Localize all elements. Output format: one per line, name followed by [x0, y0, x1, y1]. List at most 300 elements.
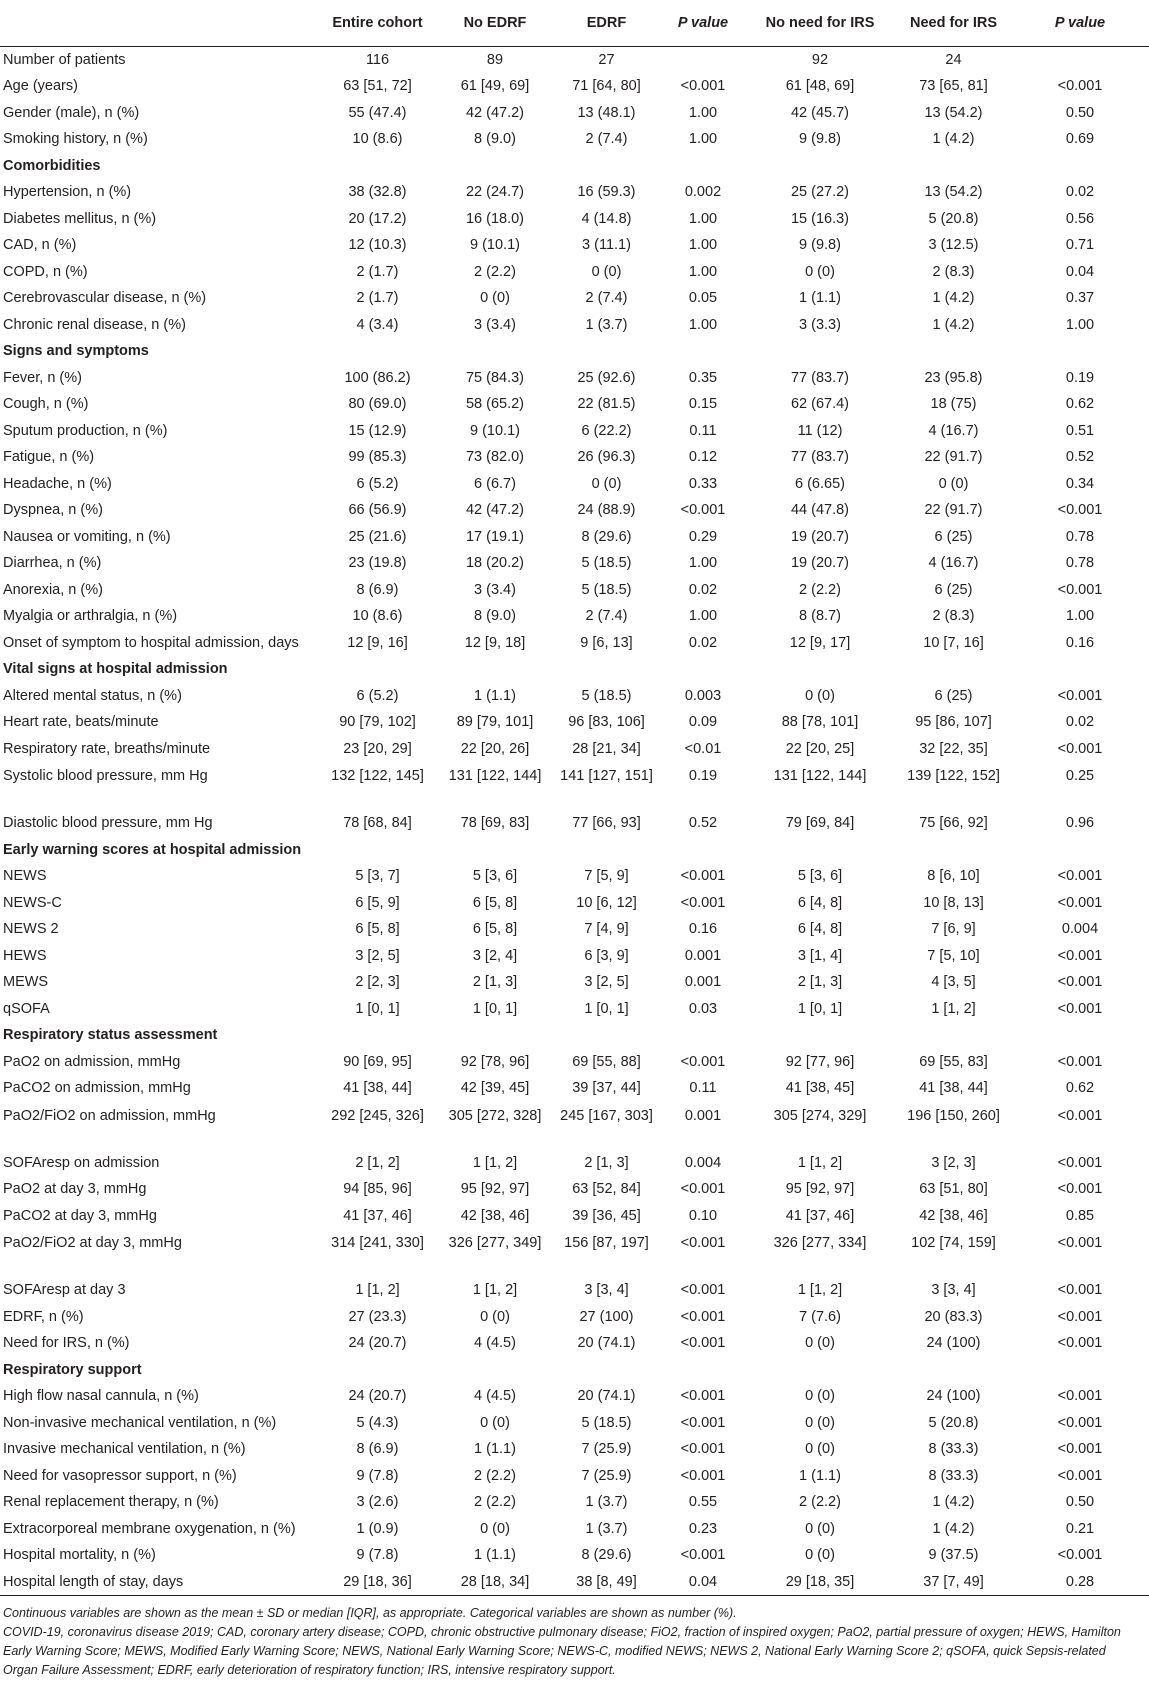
row-label: Need for vasopressor support, n (%)	[3, 1467, 237, 1484]
cell: 141 [127, 151]	[560, 768, 653, 784]
cell	[316, 837, 439, 864]
cell: 75 (84.3)	[465, 369, 525, 386]
cell: <0.001	[680, 1282, 726, 1299]
row-label: SOFAresp on admission	[3, 1154, 160, 1171]
cell: 17 (19.1)	[465, 528, 525, 545]
cell: 10 [6, 12]	[576, 894, 637, 911]
cell: 1.00	[688, 104, 718, 121]
cell: 0 (0)	[805, 1335, 835, 1352]
cell: 1 (1.1)	[474, 1441, 516, 1458]
cell	[744, 1022, 896, 1049]
cell: 6 (5.2)	[356, 475, 399, 492]
cell: 6 [4, 8]	[797, 921, 843, 938]
cell	[1011, 46, 1149, 73]
cell: 8 (29.6)	[581, 1547, 632, 1564]
cell	[439, 1357, 551, 1384]
cell: <0.001	[680, 1053, 726, 1070]
cell: 1 [1, 2]	[797, 1282, 843, 1299]
cell: 0.02	[1065, 714, 1095, 731]
cell: 18 (75)	[930, 396, 977, 413]
table-row	[0, 916, 1149, 943]
row-label: EDRF, n (%)	[3, 1308, 84, 1325]
section-row	[0, 837, 1149, 864]
cell: 5 (18.5)	[581, 1414, 632, 1431]
cell: <0.001	[1057, 1000, 1103, 1017]
cell: 0 (0)	[480, 1520, 510, 1537]
cell: 3 (11.1)	[582, 237, 631, 254]
cell: 5 (18.5)	[581, 555, 632, 572]
cell: 0.85	[1065, 1207, 1095, 1224]
cell: 75 [66, 92]	[919, 815, 988, 832]
cell: 1 (0.9)	[356, 1520, 399, 1537]
row-label: SOFAresp at day 3	[3, 1282, 126, 1299]
cell: 156 [87, 197]	[564, 1235, 649, 1251]
cell: 8 [6, 10]	[927, 868, 980, 885]
cell: 29 [18, 35]	[744, 1569, 896, 1596]
cell	[551, 338, 662, 365]
cell: 58 (65.2)	[465, 396, 525, 413]
section-row	[0, 1022, 1149, 1049]
cell: <0.001	[680, 1441, 726, 1458]
row-label: Headache, n (%)	[3, 475, 112, 492]
cell: 42 (47.2)	[465, 502, 525, 519]
cell	[1011, 338, 1149, 365]
cell: 13 (54.2)	[924, 184, 983, 201]
cell: 6 (6.65)	[795, 475, 845, 492]
section-row	[0, 338, 1149, 365]
cell: <0.001	[1057, 1308, 1103, 1325]
row-label: Renal replacement therapy, n (%)	[3, 1494, 219, 1511]
cell: 326 [277, 349]	[448, 1235, 542, 1251]
cell: 1 [0, 1]	[472, 1000, 518, 1017]
cell: 80 (69.0)	[348, 396, 407, 413]
cell	[439, 1022, 551, 1049]
cell: 8 (9.0)	[474, 608, 516, 625]
row-label: Chronic renal disease, n (%)	[3, 316, 186, 333]
cell: 139 [122, 152]	[907, 768, 1000, 784]
cell: 77 (83.7)	[790, 449, 850, 466]
cell: 1 (4.2)	[932, 316, 975, 333]
cell: <0.001	[1057, 1053, 1103, 1070]
table-row	[0, 709, 1149, 736]
row-label: PaCO2 on admission, mmHg	[3, 1080, 191, 1097]
cell: 1 [0, 1]	[797, 1000, 843, 1017]
cell: 4 (16.7)	[928, 422, 979, 439]
cell	[744, 656, 896, 683]
cell: 2 (1.7)	[356, 263, 399, 280]
cell: 0.69	[1065, 131, 1095, 148]
section-heading: Signs and symptoms	[3, 343, 149, 360]
cell: 7 (25.9)	[581, 1441, 632, 1458]
cell: 69 [55, 83]	[919, 1053, 988, 1070]
table-row	[0, 1463, 1149, 1490]
cell: 78 [68, 84]	[343, 815, 412, 832]
cell: 4 (4.5)	[474, 1388, 516, 1405]
cell: 1 [1, 2]	[931, 1000, 976, 1017]
cell: 38 (32.8)	[348, 184, 407, 201]
cell	[439, 153, 551, 180]
cell: 1 (1.1)	[799, 290, 841, 307]
table-row	[0, 471, 1149, 498]
cell: 15 (12.9)	[348, 422, 407, 439]
cell: 24 (20.7)	[348, 1388, 407, 1405]
row-label: CAD, n (%)	[3, 237, 77, 254]
cell: 22 (81.5)	[577, 396, 636, 413]
cell: 5 [3, 6]	[797, 868, 843, 885]
cell: <0.001	[1057, 78, 1103, 95]
cell: 5 (20.8)	[928, 1414, 979, 1431]
cell: 6 (6.7)	[474, 475, 516, 492]
cell: 2 [1, 3]	[584, 1154, 629, 1171]
cell: <0.001	[1057, 740, 1103, 757]
cell: 6 (25)	[934, 687, 973, 704]
cell: 0.23	[688, 1520, 718, 1537]
cell: 0.003	[684, 687, 722, 704]
cell	[896, 656, 1011, 683]
cell: 1 (4.2)	[932, 1520, 975, 1537]
table-row	[0, 1330, 1149, 1357]
cell	[551, 153, 662, 180]
cell: 3 (12.5)	[928, 237, 979, 254]
table-row	[0, 577, 1149, 604]
cell: 3 (2.6)	[356, 1494, 399, 1511]
row-label: PaO2 at day 3, mmHg	[3, 1181, 147, 1198]
cell: 0.004	[684, 1154, 722, 1171]
cell: 77 (83.7)	[790, 369, 850, 386]
cell: 3 (3.4)	[474, 316, 516, 333]
row-label: NEWS-C	[3, 894, 62, 911]
cell: 5 (18.5)	[581, 687, 632, 704]
cell: <0.001	[1057, 974, 1103, 991]
cell: 25 (27.2)	[790, 184, 850, 201]
cell: 6 [3, 9]	[584, 947, 629, 964]
cell: 63 [52, 84]	[572, 1181, 641, 1198]
cell	[1011, 1357, 1149, 1384]
cell: 2 (8.3)	[932, 608, 975, 625]
cell: 0 (0)	[805, 1547, 835, 1564]
cell	[662, 338, 744, 365]
cell: 8 (9.0)	[474, 131, 516, 148]
table-row	[0, 996, 1149, 1023]
cell: 5 (18.5)	[581, 581, 632, 598]
cell: 92 [77, 96]	[785, 1053, 855, 1070]
cell: 0.25	[1065, 768, 1095, 784]
cell: 39 [37, 44]	[572, 1080, 641, 1097]
row-label: Diastolic blood pressure, mm Hg	[3, 815, 213, 832]
cell	[662, 837, 744, 864]
cell: 12 [9, 18]	[464, 634, 526, 651]
section-heading: Comorbidities	[3, 157, 101, 174]
table-row	[0, 497, 1149, 524]
cell: 9 (9.8)	[799, 237, 841, 254]
cell: <0.001	[680, 78, 726, 95]
cell: 24	[945, 51, 962, 68]
cell: 0.09	[688, 714, 718, 731]
footnote-variables: Continuous variables are shown as the mean ± SD or median [IQR], as appropriate. Categorical variables are shown as number (%).	[3, 1606, 737, 1620]
cell	[896, 338, 1011, 365]
row-label: Cerebrovascular disease, n (%)	[3, 290, 207, 307]
cell: 2 [1, 2]	[355, 1154, 400, 1171]
section-row	[0, 153, 1149, 180]
cell: <0.001	[680, 1467, 726, 1484]
cell: 1 [1, 2]	[472, 1154, 518, 1171]
cell: 24 (20.7)	[348, 1335, 407, 1352]
cell: 73 [65, 81]	[919, 78, 988, 95]
row-label: Hospital mortality, n (%)	[3, 1547, 156, 1564]
header-entire-cohort: Entire cohort	[316, 0, 439, 46]
cell	[744, 338, 896, 365]
cell: <0.001	[1057, 1335, 1103, 1352]
row-label: Diarrhea, n (%)	[3, 555, 102, 572]
cell: <0.001	[1057, 1414, 1103, 1431]
cell: 18 (20.2)	[465, 555, 525, 572]
cell: 116	[365, 51, 390, 68]
cell: 0.16	[1065, 634, 1095, 651]
table-row	[0, 1203, 1149, 1230]
cell: 0.15	[688, 396, 718, 413]
cell: 0.002	[684, 184, 722, 201]
cell: <0.001	[1057, 947, 1103, 964]
table-header-row	[0, 0, 1149, 46]
cell: 6 [4, 8]	[797, 894, 843, 911]
cell: 0.001	[684, 1107, 722, 1124]
cell: 132 [122, 145]	[331, 768, 424, 784]
table-row	[0, 126, 1149, 153]
cell: 6 [5, 8]	[472, 921, 518, 938]
cell: 1 (1.1)	[474, 687, 516, 704]
cell: 305 [274, 329]	[773, 1107, 867, 1124]
cell	[551, 837, 662, 864]
header-need-irs: Need for IRS	[896, 0, 1011, 46]
cell: 94 [85, 96]	[343, 1181, 412, 1198]
cell: 95 [92, 97]	[460, 1181, 530, 1198]
table-row	[0, 890, 1149, 917]
cell: 16 (59.3)	[577, 184, 636, 201]
table-row	[0, 46, 1149, 73]
cell	[896, 1022, 1011, 1049]
cell: 0.52	[688, 815, 718, 832]
cell: 6 [5, 9]	[355, 894, 400, 911]
cell: <0.001	[1057, 1107, 1103, 1124]
table-row	[0, 1229, 1149, 1277]
cell: 19 (20.7)	[790, 528, 850, 545]
cell: <0.001	[680, 1308, 726, 1325]
header-edrf: EDRF	[551, 0, 662, 46]
table-row	[0, 863, 1149, 890]
cell: 0.50	[1065, 1494, 1095, 1511]
row-label: Dyspnea, n (%)	[3, 502, 103, 519]
cell: 0.04	[1065, 263, 1095, 280]
cell: 2 (7.4)	[585, 608, 628, 625]
cell: 20 (83.3)	[924, 1308, 983, 1325]
table-row	[0, 73, 1149, 100]
cell: 12 (10.3)	[348, 237, 407, 254]
cell: 89	[486, 51, 504, 68]
cell: 326 [277, 334]	[773, 1235, 867, 1251]
cell: 0 (0)	[805, 1520, 835, 1537]
table-row	[0, 683, 1149, 710]
cell: 102 [74, 159]	[911, 1235, 996, 1251]
cell: 8 (33.3)	[928, 1441, 979, 1458]
row-label: PaO2 on admission, mmHg	[3, 1053, 181, 1070]
cell: 1.00	[688, 316, 718, 333]
cell: 8 (29.6)	[581, 528, 632, 545]
cell: 73 (82.0)	[465, 449, 525, 466]
cell: 1.00	[1065, 316, 1095, 333]
table-row	[0, 391, 1149, 418]
cell: 0.004	[1061, 921, 1099, 938]
cell: 37 [7, 49]	[896, 1569, 1011, 1596]
cell: 1.00	[688, 555, 718, 572]
row-label: Invasive mechanical ventilation, n (%)	[3, 1441, 246, 1458]
cell: 9 (7.8)	[356, 1467, 399, 1484]
row-label: Extracorporeal membrane oxygenation, n (%)	[3, 1520, 296, 1537]
cell: 0.52	[1065, 449, 1095, 466]
cell: 42 (45.7)	[790, 104, 850, 121]
cell: 61 [48, 69]	[785, 78, 855, 95]
cell: <0.001	[680, 1547, 726, 1564]
cell	[1011, 656, 1149, 683]
cell: <0.001	[680, 868, 726, 885]
cell	[316, 1022, 439, 1049]
cell: 6 [5, 8]	[355, 921, 400, 938]
row-label: Gender (male), n (%)	[3, 104, 140, 121]
cell: 4 [3, 5]	[931, 974, 976, 991]
cell: 23 [20, 29]	[343, 740, 412, 757]
cell: 0.001	[684, 947, 722, 964]
cell: 1.00	[688, 263, 718, 280]
cell: 2 (2.2)	[474, 1494, 516, 1511]
cell: 42 [38, 46]	[460, 1207, 530, 1224]
cell: 0.03	[688, 1000, 718, 1017]
cell: 41 [38, 45]	[785, 1080, 855, 1097]
cell: 3 [2, 4]	[472, 947, 518, 964]
cell: 0 (0)	[591, 475, 622, 492]
row-label: Systolic blood pressure, mm Hg	[3, 768, 208, 784]
cell: 90 [79, 102]	[339, 714, 416, 731]
cell	[316, 656, 439, 683]
cell: 2 [1, 3]	[797, 974, 843, 991]
cell	[896, 837, 1011, 864]
cell: 0.71	[1065, 237, 1095, 254]
cell: <0.001	[680, 502, 726, 519]
row-label: Anorexia, n (%)	[3, 581, 103, 598]
table-row	[0, 1049, 1149, 1076]
cell	[551, 1357, 662, 1384]
cell: 95 [92, 97]	[785, 1181, 855, 1198]
cell: 9 [6, 13]	[580, 634, 633, 651]
cell: 15 (16.3)	[790, 210, 850, 227]
section-row	[0, 656, 1149, 683]
cell: 5 [3, 6]	[472, 868, 518, 885]
cell: 0.37	[1065, 290, 1095, 307]
cell: 0.62	[1065, 1080, 1095, 1097]
cell	[316, 338, 439, 365]
cell: 0.56	[1065, 210, 1095, 227]
header-no-need-irs: No need for IRS	[744, 0, 896, 46]
cell: 6 (25)	[934, 528, 973, 545]
cell: 9 (10.1)	[470, 237, 520, 254]
cell: 100 (86.2)	[344, 369, 411, 386]
cell: 77 [66, 93]	[572, 815, 641, 832]
row-label: Need for IRS, n (%)	[3, 1335, 130, 1352]
row-label: Hospital length of stay, days	[0, 1569, 316, 1596]
cell: 4 (3.4)	[356, 316, 399, 333]
cell: 2 (8.3)	[932, 263, 975, 280]
cell: 71 [64, 80]	[572, 78, 641, 95]
cell	[551, 1022, 662, 1049]
table-row	[0, 550, 1149, 577]
row-label: qSOFA	[3, 1000, 50, 1017]
cell: 0.21	[1065, 1520, 1095, 1537]
cell: 96 [83, 106]	[568, 714, 645, 731]
row-label: Age (years)	[3, 78, 78, 95]
cell: 20 (74.1)	[577, 1335, 636, 1352]
table-row	[0, 1277, 1149, 1304]
cell: 6 (5.2)	[356, 687, 399, 704]
cell: 16 (18.0)	[465, 210, 525, 227]
cell: 8 (6.9)	[356, 1441, 399, 1458]
cell: 0.50	[1065, 104, 1095, 121]
cell: 39 [36, 45]	[572, 1207, 641, 1224]
table-row	[0, 418, 1149, 445]
cell: 13 (48.1)	[577, 104, 636, 121]
cell: 7 [5, 10]	[927, 947, 980, 964]
cell: <0.001	[1057, 1181, 1103, 1198]
table-row	[0, 810, 1149, 837]
cell	[439, 656, 551, 683]
cell: <0.001	[1057, 894, 1103, 911]
cell: 0 (0)	[480, 1414, 510, 1431]
row-label: Fatigue, n (%)	[3, 449, 95, 466]
row-label: Myalgia or arthralgia, n (%)	[3, 608, 178, 625]
cell	[744, 153, 896, 180]
cell: 24 (100)	[926, 1335, 981, 1352]
cell: <0.001	[680, 1335, 726, 1352]
cell: 0.11	[689, 422, 717, 439]
cell: <0.001	[1057, 1467, 1103, 1484]
cell: <0.001	[1057, 1441, 1103, 1458]
cell: 11 (12)	[797, 422, 843, 439]
table-row	[0, 1102, 1149, 1150]
cell: 3 [2, 5]	[355, 947, 400, 964]
table-row	[0, 1176, 1149, 1203]
table-row	[0, 603, 1149, 630]
cell: 2 [1, 3]	[472, 974, 518, 991]
cell: 0 (0)	[805, 1388, 835, 1405]
cell	[1011, 837, 1149, 864]
cell: 0 (0)	[805, 687, 835, 704]
cell: 22 [20, 26]	[460, 740, 530, 757]
row-label: Respiratory rate, breaths/minute	[3, 740, 211, 757]
cell	[662, 46, 744, 73]
cell: 0 (0)	[480, 1308, 510, 1325]
row-label: PaO2/FiO2 on admission, mmHg	[3, 1107, 216, 1124]
cell: 4 (4.5)	[474, 1335, 516, 1352]
cell: 0.11	[689, 1080, 717, 1097]
cell: 20 (17.2)	[348, 210, 407, 227]
cell: 42 (47.2)	[465, 104, 525, 121]
cell: 42 [38, 46]	[919, 1207, 988, 1224]
cell: 42 [39, 45]	[460, 1080, 530, 1097]
cell: 0.78	[1065, 555, 1095, 572]
cell: 2 (2.2)	[474, 263, 516, 280]
section-row	[0, 1357, 1149, 1384]
cell	[1011, 1022, 1149, 1049]
header-p-value-irs: P value	[1011, 0, 1149, 46]
table-row	[0, 1304, 1149, 1331]
cell: 41 [38, 44]	[343, 1080, 412, 1097]
